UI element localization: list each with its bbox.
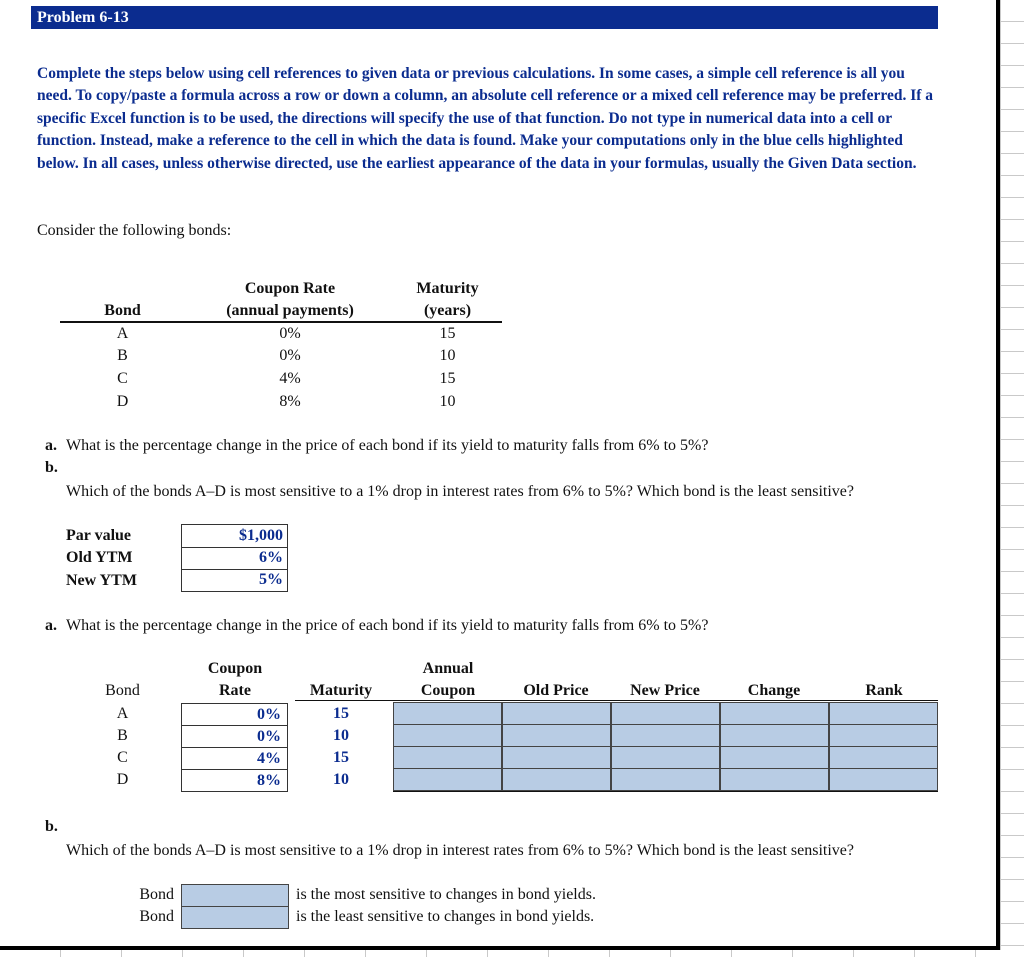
work-coupon-value: 0% (257, 728, 281, 745)
work-header-rule (295, 700, 938, 701)
work-header-annual-1: Annual (422, 660, 474, 677)
change-input[interactable] (720, 746, 829, 769)
given-header-maturity-2: (years) (423, 302, 472, 319)
given-header-rule (60, 321, 502, 323)
excel-grid-bottom (0, 950, 1024, 957)
work-maturity-value: 10 (333, 771, 349, 788)
work-row-bond: A (116, 705, 129, 722)
new-price-input[interactable] (611, 768, 720, 791)
par-value-label: Par value (66, 527, 132, 544)
work-header-new-price: New Price (630, 682, 700, 699)
work-coupon-cell[interactable] (181, 703, 288, 726)
work-coupon-value: 0% (257, 706, 281, 723)
least-sensitive-text: is the least sensitive to changes in bond yields. (296, 908, 595, 925)
work-row-bond: C (117, 749, 128, 766)
given-header-maturity-1: Maturity (416, 280, 479, 297)
old-price-input[interactable] (502, 746, 611, 769)
problem-title: Problem 6-13 (31, 6, 938, 29)
given-row-coupon: 4% (279, 370, 301, 387)
change-input[interactable] (720, 768, 829, 791)
most-sensitive-text: is the most sensitive to changes in bond yields. (296, 886, 596, 903)
question-b-label: b. (45, 459, 58, 476)
par-value-cell[interactable]: $1,000 (239, 527, 283, 544)
given-row-bond: B (117, 347, 128, 364)
work-row-bond: D (116, 771, 129, 788)
question-b-label-2: b. (45, 818, 58, 835)
excel-grid-edge (1000, 0, 1024, 957)
old-ytm-label: Old YTM (66, 549, 133, 566)
new-price-input[interactable] (611, 746, 720, 769)
intro-text: Consider the following bonds: (37, 222, 232, 239)
least-sensitive-input[interactable] (181, 906, 289, 929)
rank-input[interactable] (829, 746, 938, 769)
question-a-text: What is the percentage change in the price of each bond if its yield to maturity falls from 6% to 5%? (66, 437, 709, 454)
work-header-old-price: Old Price (523, 682, 589, 699)
answer-bond-label: Bond (139, 886, 174, 903)
old-price-input[interactable] (502, 702, 611, 725)
question-a-label: a. (45, 437, 57, 454)
work-header-maturity: Maturity (309, 682, 373, 699)
given-header-coupon-1: Coupon Rate (244, 280, 336, 297)
work-header-coupon-2: Rate (219, 682, 251, 699)
given-row-bond: D (116, 393, 129, 410)
question-a-text-2: What is the percentage change in the price of each bond if its yield to maturity falls from 6% to 5%? (66, 617, 709, 634)
work-header-rank: Rank (865, 682, 903, 699)
given-row-coupon: 0% (279, 347, 301, 364)
work-header-change: Change (747, 682, 801, 699)
old-ytm-cell[interactable]: 6% (259, 549, 283, 566)
given-row-maturity: 15 (439, 370, 456, 387)
work-bottom-rule (393, 791, 938, 792)
given-row-maturity: 15 (439, 325, 456, 342)
old-price-input[interactable] (502, 768, 611, 791)
change-input[interactable] (720, 724, 829, 747)
new-ytm-label: New YTM (66, 572, 137, 589)
question-b-text: Which of the bonds A–D is most sensitive to a 1% drop in interest rates from 6% to 5%? Which bond is the least sensitive? (66, 483, 854, 500)
rank-input[interactable] (829, 702, 938, 725)
given-row-maturity: 10 (439, 393, 456, 410)
given-inputs-box (181, 524, 288, 592)
question-b-text-2: Which of the bonds A–D is most sensitive to a 1% drop in interest rates from 6% to 5%? Which bond is the least sensitive? (66, 842, 854, 859)
given-header-bond: Bond (104, 302, 141, 319)
instructions-text: Complete the steps below using cell references to given data or previous calculations. In some cases, a simple cell reference is all you need. To copy/paste a formula across a row or down a column, an absolute cell reference or a mixed cell reference may be preferred. If a specific Excel function is to be used, the directions will specify the use of that function. Do not type in numerical data into a cell or function. Instead, make a reference to the cell in which the data is found. Make your computations only in the blue cells highlighted below. In all cases, unless otherwise directed, use the earliest appearance of the data in your formulas, usually the Given Data section. (37, 65, 934, 172)
work-maturity-value: 10 (333, 727, 349, 744)
work-coupon-cell[interactable] (181, 725, 288, 748)
annual-coupon-input[interactable] (393, 702, 502, 725)
work-maturity-value: 15 (333, 749, 349, 766)
given-header-coupon-2: (annual payments) (226, 302, 354, 319)
given-row-coupon: 8% (279, 393, 301, 410)
new-price-input[interactable] (611, 724, 720, 747)
work-header-coupon-1: Coupon (207, 660, 263, 677)
work-coupon-value: 8% (257, 772, 281, 789)
work-coupon-value: 4% (257, 750, 281, 767)
new-ytm-cell[interactable]: 5% (259, 571, 283, 588)
rank-input[interactable] (829, 768, 938, 791)
old-price-input[interactable] (502, 724, 611, 747)
given-row-coupon: 0% (279, 325, 301, 342)
question-a-label-2: a. (45, 617, 57, 634)
given-row-bond: C (117, 370, 128, 387)
given-row-bond: A (116, 325, 129, 342)
most-sensitive-input[interactable] (181, 884, 289, 907)
work-coupon-cell[interactable] (181, 769, 288, 792)
annual-coupon-input[interactable] (393, 746, 502, 769)
work-maturity-value: 15 (333, 705, 349, 722)
change-input[interactable] (720, 702, 829, 725)
work-header-annual-2: Coupon (420, 682, 476, 699)
given-row-maturity: 10 (439, 347, 456, 364)
work-coupon-cell[interactable] (181, 747, 288, 770)
rank-input[interactable] (829, 724, 938, 747)
work-row-bond: B (117, 727, 128, 744)
annual-coupon-input[interactable] (393, 768, 502, 791)
answer-bond-label: Bond (139, 908, 174, 925)
work-header-bond: Bond (105, 682, 140, 699)
new-price-input[interactable] (611, 702, 720, 725)
annual-coupon-input[interactable] (393, 724, 502, 747)
